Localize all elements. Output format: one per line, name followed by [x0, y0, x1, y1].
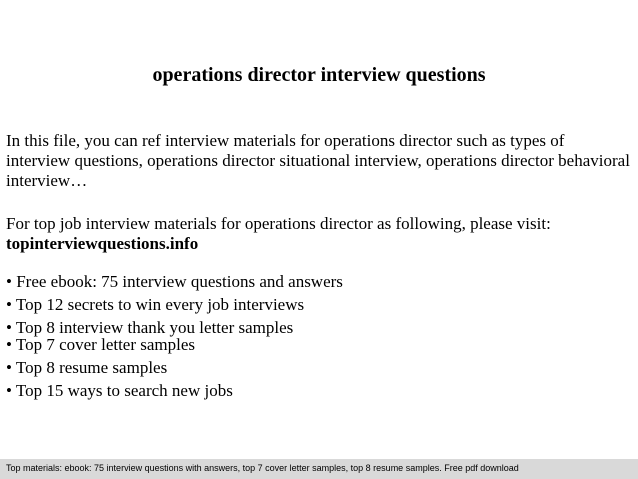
- visit-text: For top job interview materials for operations director as following, please visit:: [6, 214, 551, 233]
- list-item: • Top 12 secrets to win every job interviews: [6, 295, 305, 314]
- intro-paragraph: [6, 131, 632, 191]
- slide-title: operations director interview questions: [152, 64, 486, 86]
- list-item: • Free ebook: 75 interview questions and answers: [6, 272, 343, 291]
- list-item: • Top 8 interview thank you letter samples: [6, 318, 294, 337]
- resource-list: [6, 272, 343, 401]
- visit-paragraph: [6, 214, 632, 254]
- list-item: • Top 7 cover letter samples: [6, 335, 196, 354]
- intro-text: In this file, you can ref interview materials for operations director such as types of interview questions, operations director situational interview, operations director behavioral interview…: [6, 131, 630, 190]
- list-item: • Top 15 ways to search new jobs: [6, 381, 233, 400]
- site-link[interactable]: topinterviewquestions.info: [6, 234, 199, 253]
- footer-text: Top materials: ebook: 75 interview questions with answers, top 7 cover letter samples, top 8 resume samples. Free pdf download: [6, 463, 519, 473]
- list-item: • Top 8 resume samples: [6, 358, 168, 377]
- footer-bar: [0, 459, 638, 479]
